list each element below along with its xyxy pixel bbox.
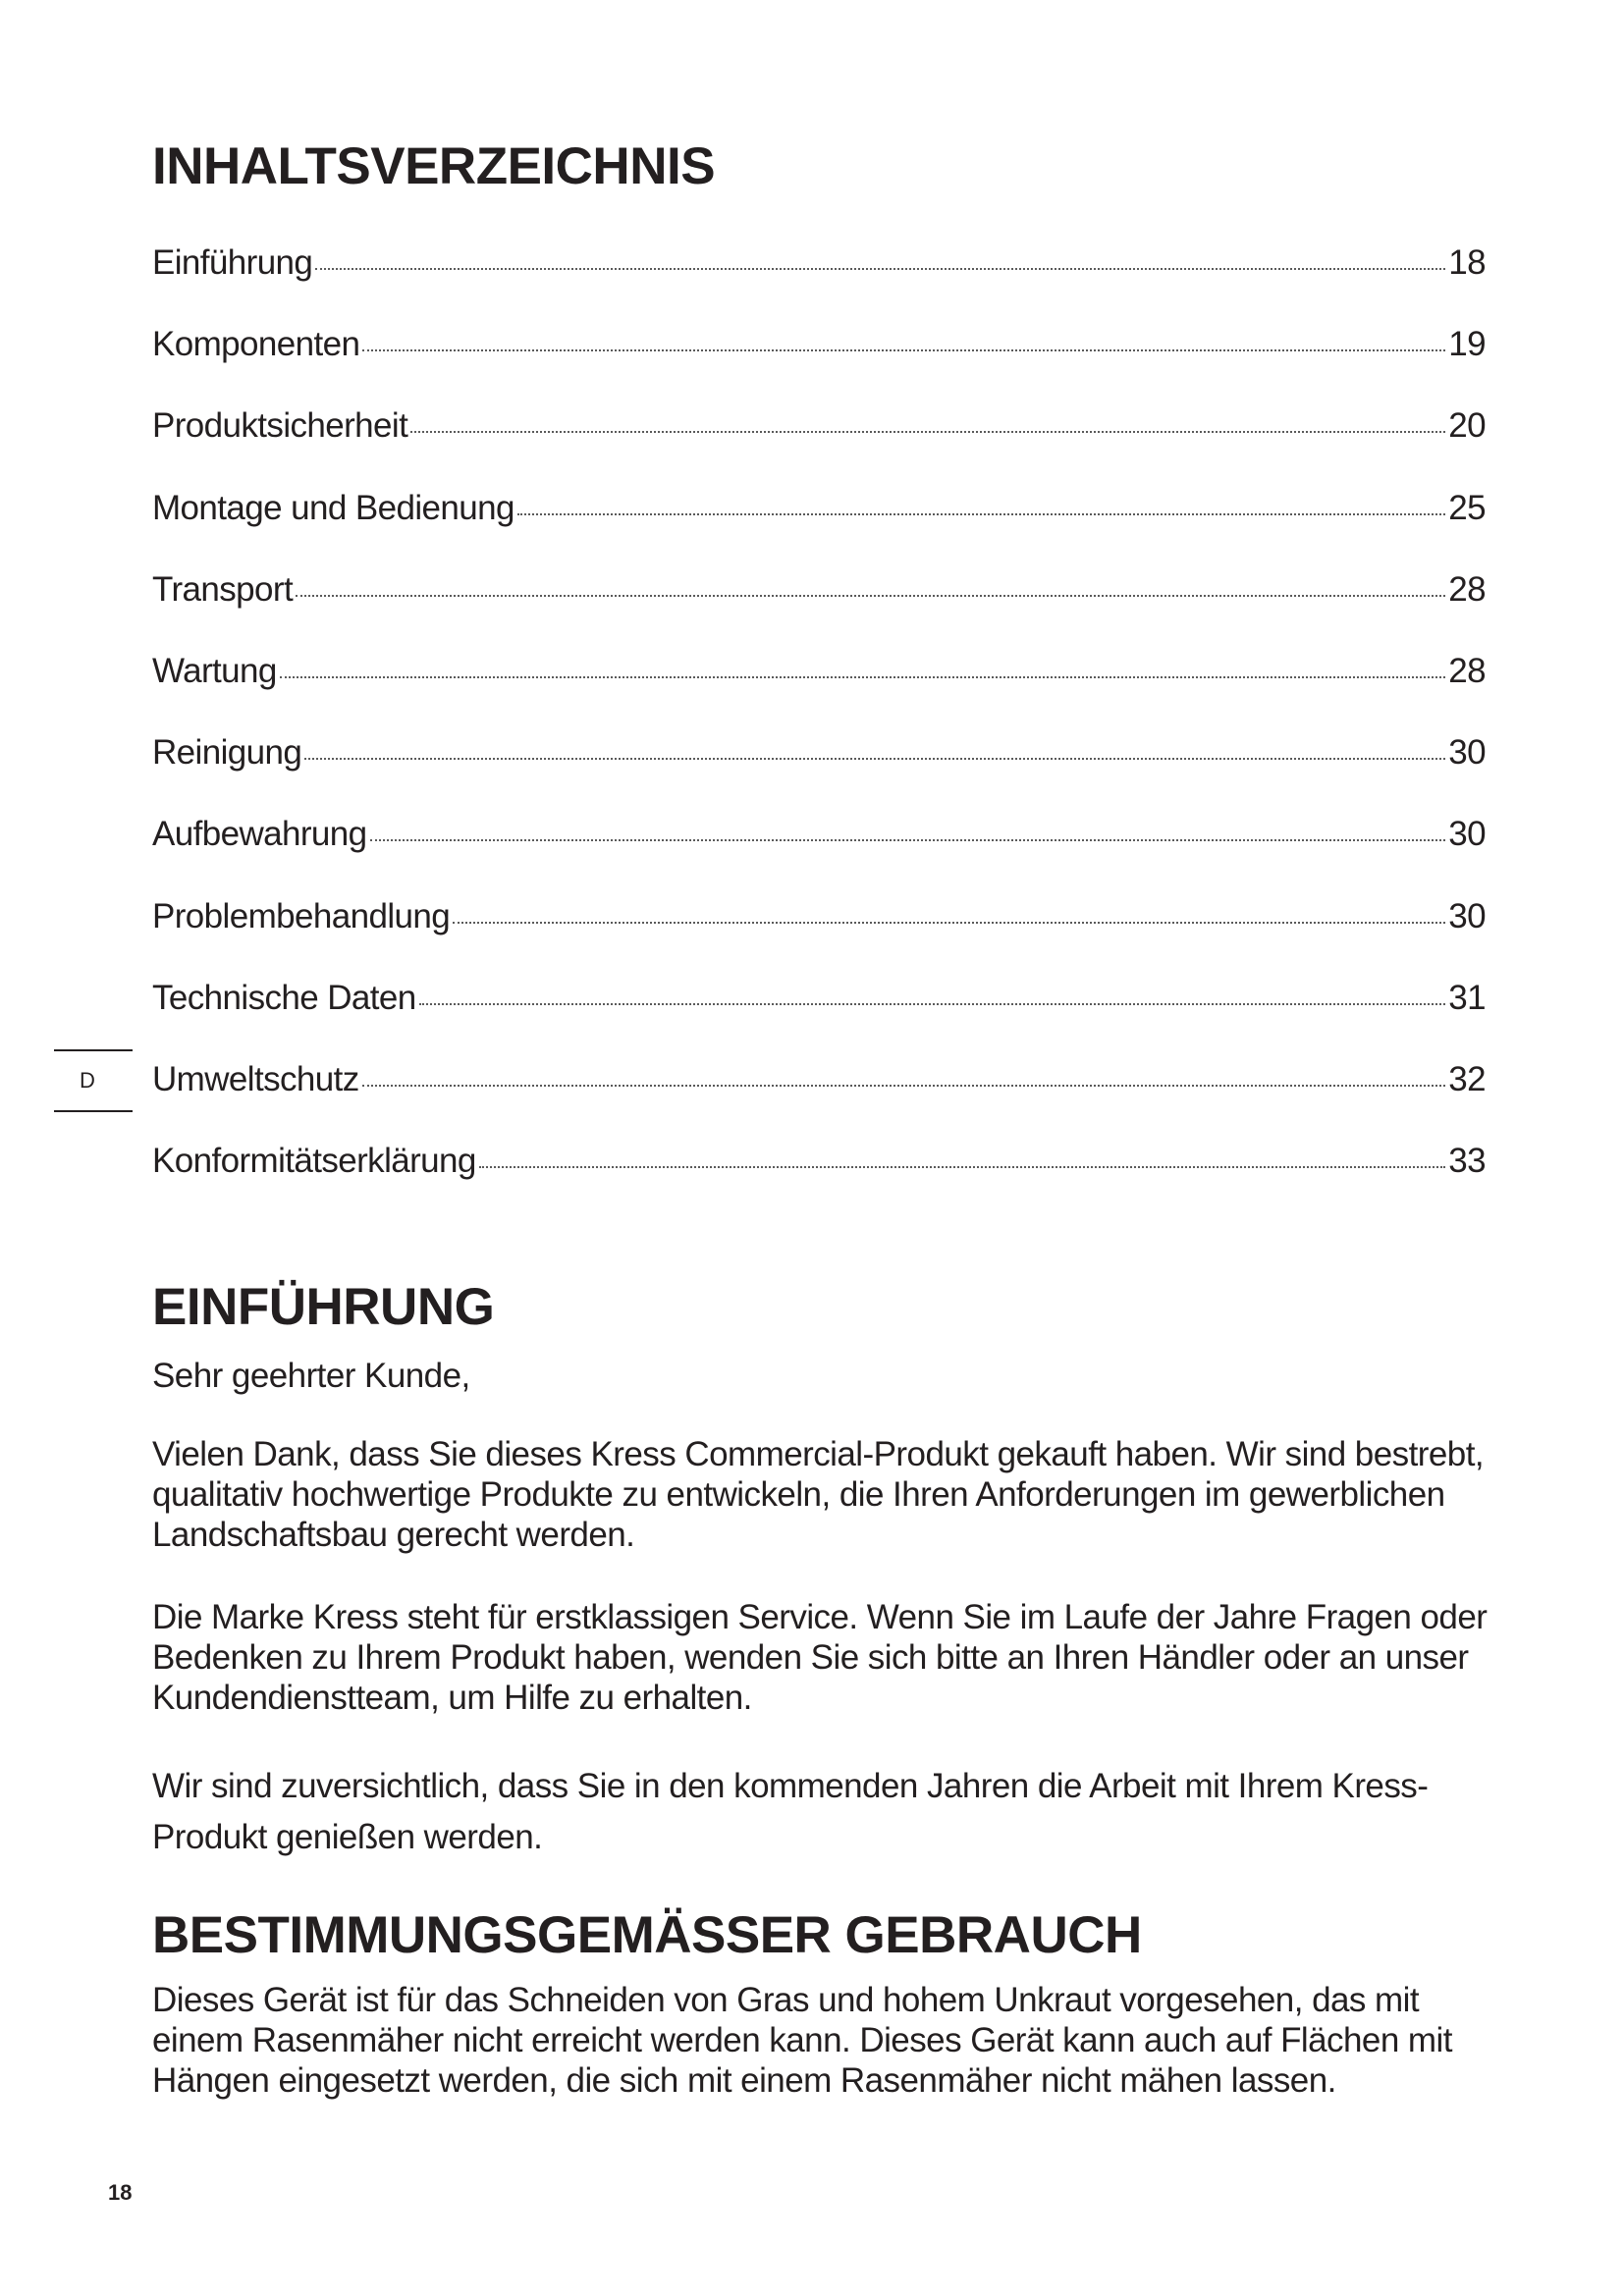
intro-heading: EINFÜHRUNG <box>152 1278 495 1336</box>
toc-entry-page: 32 <box>1448 1059 1486 1098</box>
toc-dot-leader <box>362 1085 1446 1087</box>
toc-entry-label: Transport <box>152 569 294 609</box>
toc-entry[interactable] <box>152 489 1486 570</box>
toc-dot-leader <box>453 922 1445 924</box>
table-of-contents <box>152 243 1486 1223</box>
toc-heading: INHALTSVERZEICHNIS <box>152 137 716 195</box>
toc-entry-label: Konformitätserklärung <box>152 1142 476 1181</box>
toc-entry[interactable] <box>152 897 1486 979</box>
toc-entry-label: Einführung <box>152 243 313 282</box>
toc-entry-label: Technische Daten <box>152 978 416 1017</box>
toc-entry[interactable] <box>152 570 1486 652</box>
toc-entry-label: Umweltschutz <box>152 1059 359 1098</box>
toc-entry-page: 25 <box>1448 488 1486 527</box>
toc-entry-page: 18 <box>1448 243 1486 282</box>
toc-entry-page: 30 <box>1448 733 1486 773</box>
toc-entry-page: 31 <box>1448 978 1486 1017</box>
toc-dot-leader <box>370 839 1446 841</box>
toc-entry[interactable] <box>152 652 1486 733</box>
toc-entry-page: 28 <box>1448 651 1486 690</box>
usage-paragraph: Dieses Gerät ist für das Schneiden von Gras und hohem Unkraut vorgesehen, das mit einem Rasenmäher nicht erreicht werden kann. Dieses Gerät kann auch auf Flächen mit Hängen eingesetzt werden, die sich mit einem Rasenmäher nicht mähen lassen. <box>152 1981 1452 2100</box>
intro-paragraph: Vielen Dank, dass Sie dieses Kress Commercial-Produkt gekauft haben. Wir sind bestrebt, qualitativ hochwertige Produkte zu entwickeln, die Ihren Anforderungen im gewerblichen Landschaftsbau gerecht werden. <box>152 1435 1485 1554</box>
toc-entry[interactable] <box>152 1142 1486 1223</box>
toc-entry[interactable] <box>152 1060 1486 1142</box>
toc-dot-leader <box>362 349 1445 351</box>
toc-entry-label: Wartung <box>152 651 277 690</box>
toc-entry-label: Aufbewahrung <box>152 815 367 854</box>
intro-greeting: Sehr geehrter Kunde, <box>152 1357 470 1395</box>
toc-entry[interactable] <box>152 243 1486 325</box>
toc-entry-page: 33 <box>1448 1142 1486 1181</box>
toc-entry-label: Montage und Bedienung <box>152 488 514 527</box>
toc-entry-label: Reinigung <box>152 733 302 773</box>
language-tab <box>54 1049 133 1112</box>
toc-dot-leader <box>479 1166 1445 1168</box>
toc-dot-leader <box>410 431 1445 433</box>
toc-dot-leader <box>315 268 1445 270</box>
toc-dot-leader <box>517 513 1445 515</box>
toc-entry-page: 28 <box>1448 569 1486 609</box>
toc-entry-page: 30 <box>1448 815 1486 854</box>
usage-heading: BESTIMMUNGSGEMÄSSER GEBRAUCH <box>152 1906 1142 1964</box>
toc-entry-label: Produktsicherheit <box>152 406 408 446</box>
toc-entry-label: Komponenten <box>152 325 360 364</box>
toc-entry[interactable] <box>152 979 1486 1060</box>
intro-paragraph: Die Marke Kress steht für erstklassigen Service. Wenn Sie im Laufe der Jahre Fragen oder Bedenken zu Ihrem Produkt haben, wenden Sie sich bitte an Ihren Händler oder an unser Kundendienstteam, um Hilfe zu erhalten. <box>152 1598 1488 1717</box>
toc-entry-label: Problembehandlung <box>152 896 451 935</box>
toc-dot-leader <box>280 676 1445 678</box>
page-number: 18 <box>108 2180 133 2205</box>
toc-entry[interactable] <box>152 733 1486 815</box>
toc-entry[interactable] <box>152 325 1486 406</box>
toc-entry-page: 19 <box>1448 325 1486 364</box>
toc-dot-leader <box>296 595 1445 597</box>
toc-entry[interactable] <box>152 815 1486 896</box>
toc-dot-leader <box>304 758 1445 760</box>
toc-dot-leader <box>419 1003 1446 1005</box>
intro-paragraph: Wir sind zuversichtlich, dass Sie in den kommenden Jahren die Arbeit mit Ihrem Kress-Produkt genießen werden. <box>152 1767 1429 1856</box>
toc-entry-page: 20 <box>1448 406 1486 446</box>
toc-entry-page: 30 <box>1448 896 1486 935</box>
toc-entry[interactable] <box>152 406 1486 488</box>
language-tab-label: D <box>80 1068 95 1093</box>
